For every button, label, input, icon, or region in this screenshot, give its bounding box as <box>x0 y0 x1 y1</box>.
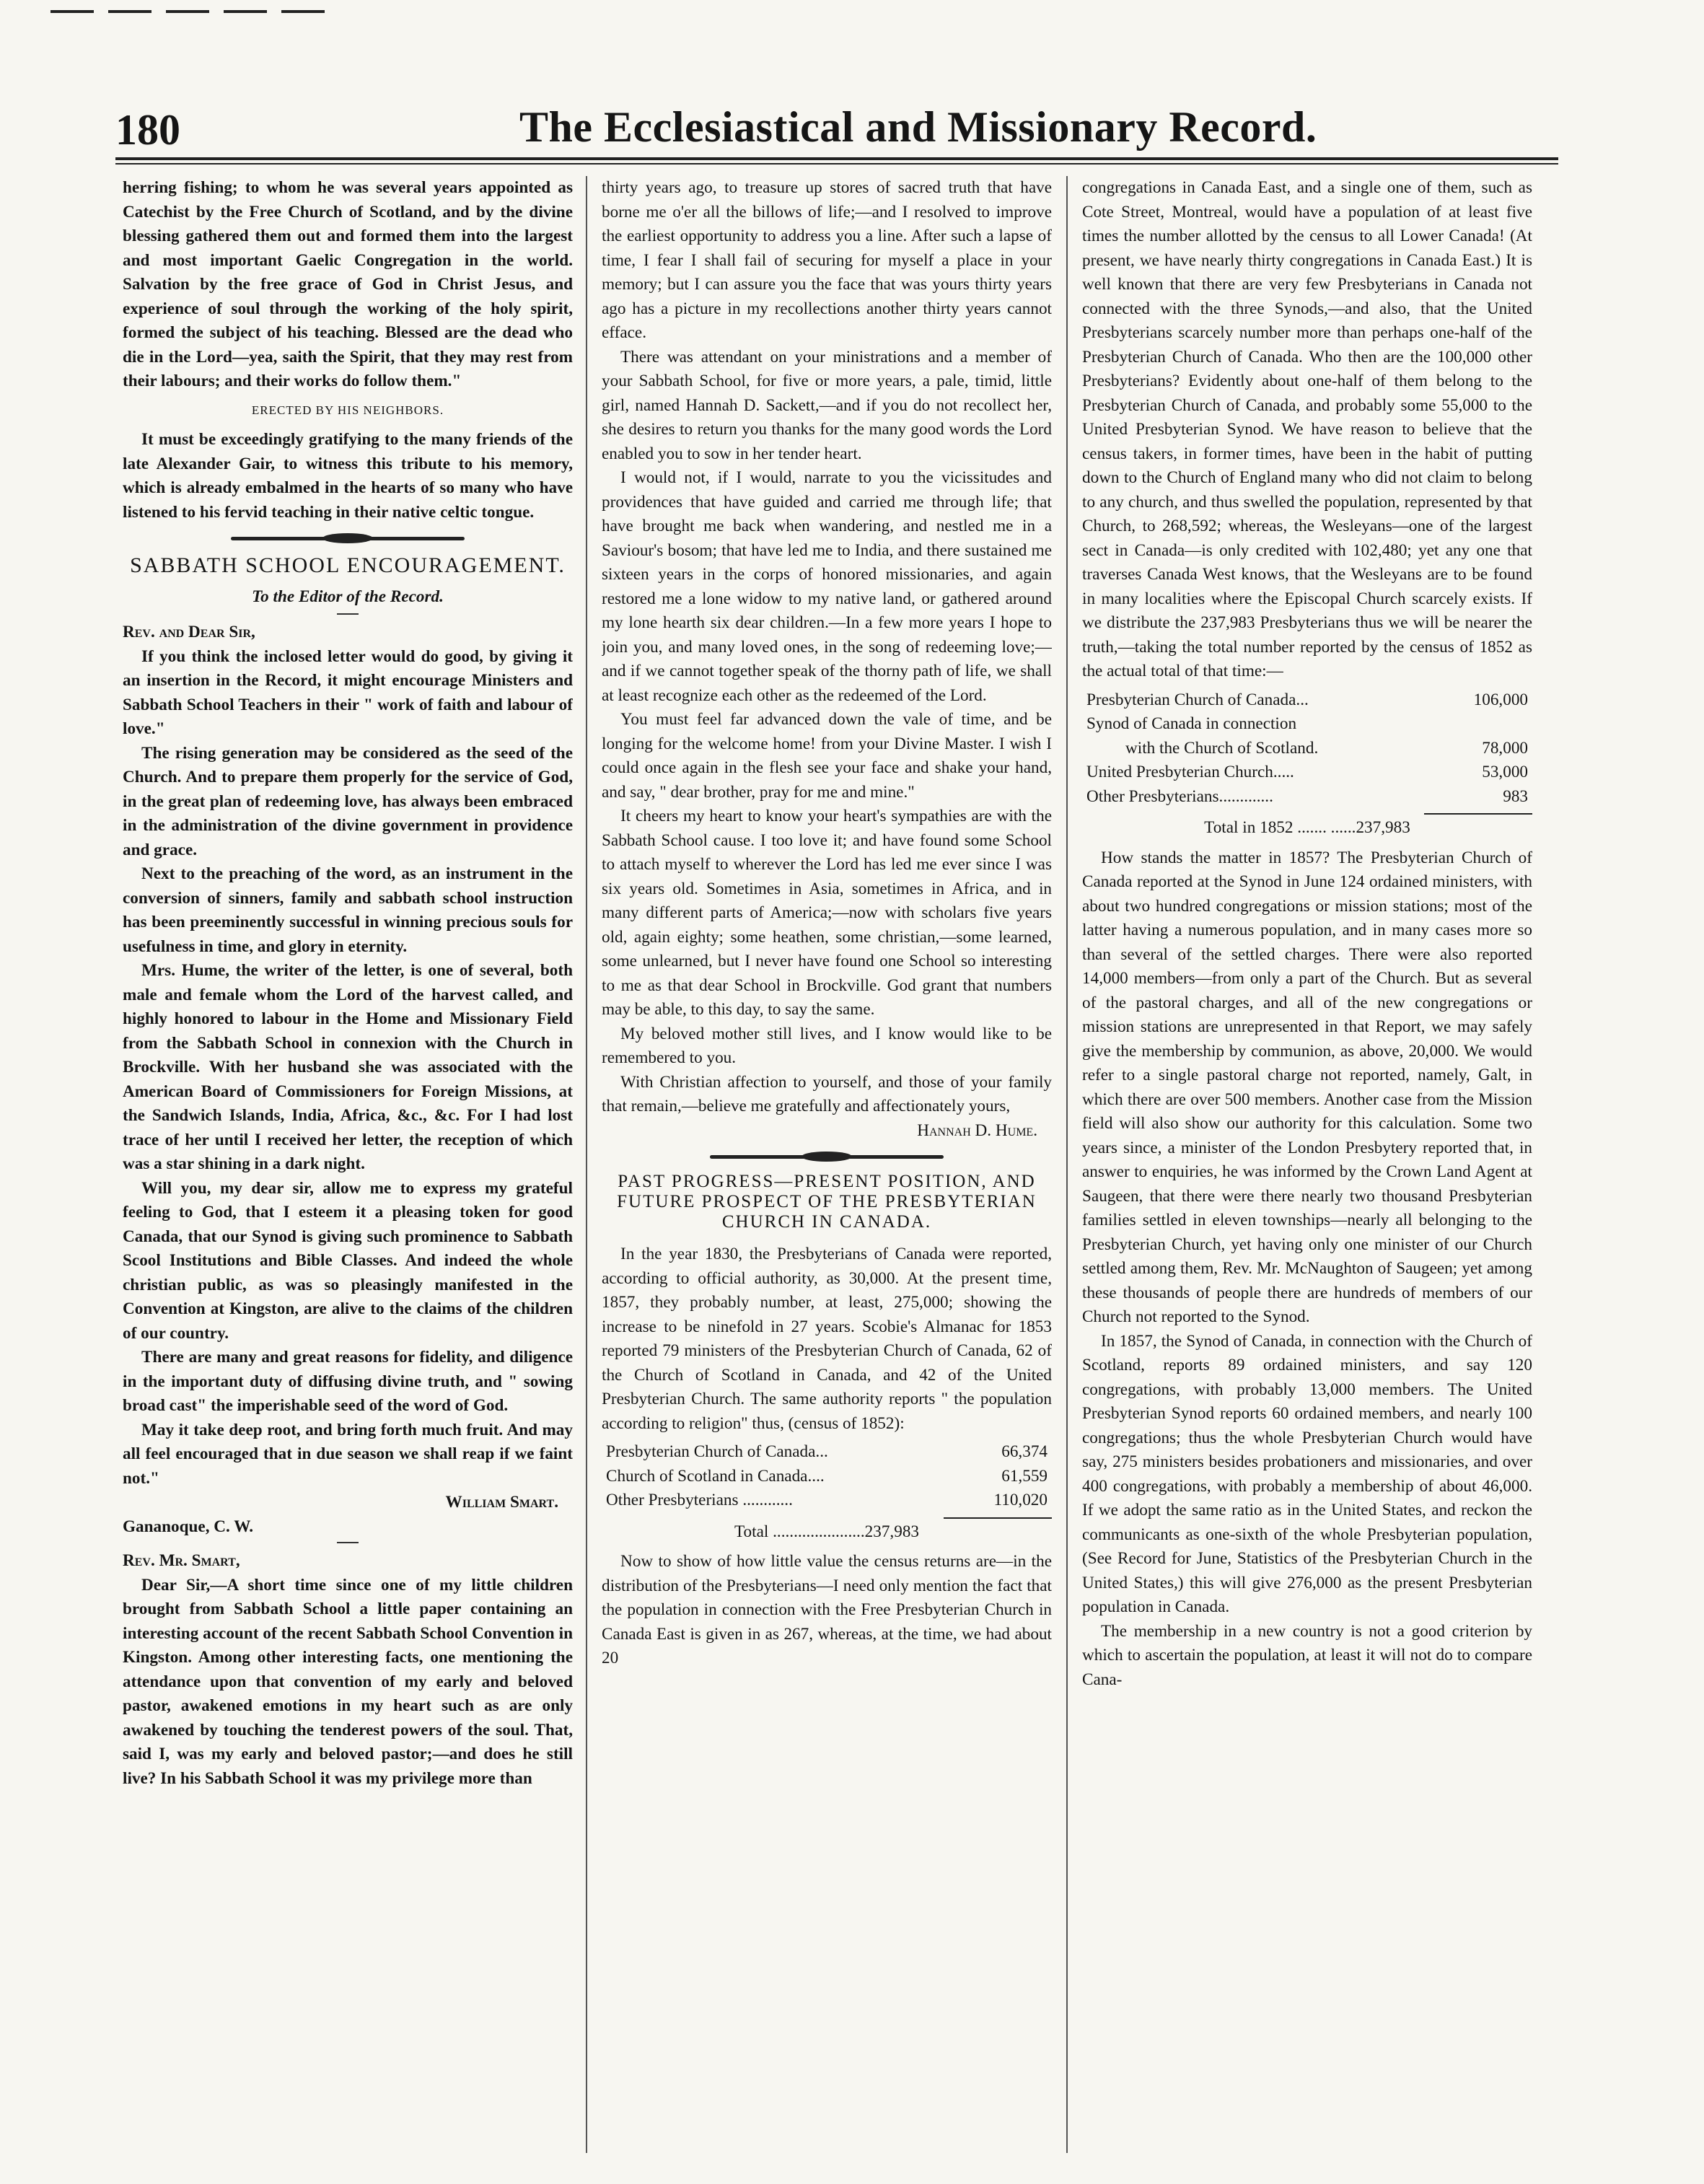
paragraph: herring fishing; to whom he was several years appointed as Catechist by the Free Church of Scotland, and by the divine blessing gathered them out and formed them into the largest and most important Gaelic Congregation in the world. Salvation by the free grace of God in Christ Jesus, and experience of soul through the working of the holy spirit, formed the subject of his teaching. Blessed are the dead who die in the Lord—yea, saith the Spirit, that they may rest from their labours; and their works do follow them." <box>123 178 573 390</box>
column-2 <box>602 176 1052 2175</box>
running-title: The Ecclesiastical and Missionary Record. <box>519 103 1317 151</box>
paragraph: There was attendant on your ministrations and a member of your Sabbath School, for five or more years, a pale, timid, little girl, named Hannah D. Sackett,—and if you do not recollect her, she desires to return you thanks for the many good words the Lord enabled you to sow in her tender heart. <box>602 347 1052 463</box>
page-number: 180 <box>115 106 180 154</box>
table-row: Presbyterian Church of Canada... 66,374 <box>606 1442 1048 1461</box>
header-rule <box>115 157 1558 160</box>
section-title-past-progress: PAST PROGRESS—PRESENT POSITION, AND FUTURE PROSPECT OF THE PRESBYTERIAN CHURCH IN CANADA. <box>617 1172 1037 1232</box>
paragraph: How stands the matter in 1857? The Presbyterian Church of Canada reported at the Synod in June 124 ordained ministers, with about two hundred congregations or mission stations; most of the latter having a numerous population, and in many cases more so than several of the settled charges. There were also reported 14,000 members—from only a part of the Church. But as several of the pastoral charges, and all of the new congregations or mission stations are unrepresented in that Report, we may safely give the membership by communion, as above, 20,000. We would refer to a single pastoral charge not reported, namely, Galt, in which there are over 500 members. Another case from the Mission field will also show our authority for this calculation. Some two years since, a minister of the London Presbytery reported that, in answer to enquiries, he was informed by the Crown Land Agent at Saugeen, that there were there nearly two thousand Presbyterian families settled in eleven townships—nearly all belonging to the Presbyterian Church, yet having only one minister of our Church settled among them, Rev. Mr. McNaughton of Saugeen; yet among these thousands of people there are hundreds of members of our Church not reported to the Synod. <box>1082 848 1532 1326</box>
salutation: Rev. Mr. Smart, <box>123 1551 240 1570</box>
table-row: Other Presbyterians ............ 110,020 <box>606 1491 1048 1509</box>
signature: Hannah D. Hume. <box>917 1120 1037 1140</box>
paragraph: It cheers my heart to know your heart's sympathies are with the Sabbath School cause. I too love it; and have found some School to attach myself to wherever the Lord has led me ever since I was six years old. Sometimes in Asia, sometimes in Africa, and in many different parts of America;—now with scholars five years old, again eighty; some heathen, some christian,—some learned, some unlearned, but I never have found one School so interesting to me as that dear School in Brockville. God grant that numbers may be able, to this day, to say the same. <box>602 807 1052 1019</box>
table-row: Synod of Canada in connection <box>1086 714 1297 733</box>
paragraph: Dear Sir,—A short time since one of my little children brought from Sabbath School a little paper containing an interesting account of the recent Sabbath School Convention in Kingston. Among other interesting facts, one mentioning the attendance upon that convention of my early and beloved pastor, awakened emotions in my heart such as are only awakened by touching the tenderest powers of the soul. That, said I, was my early and beloved pastor;—and does he still live? In his Sabbath School it was my privilege more than <box>123 1575 573 1788</box>
paragraph: In 1857, the Synod of Canada, in connection with the Church of Scotland, reports 89 ordained ministers, and say 120 congregations, with probably 13,000 members. The United Presbyterian Synod reports 60 ordained members, and nearly 100 congregations; thus the whole Presbyterian Church would have say, 275 ministers besides probationers and missionaries, and over 400 congregations, with probably a membership of about 46,000. If we adopt the same ratio as in the United States, and reckon the communicants as one-sixth of the whole Presbyterian population, (See Record for June, Statistics of the Presbyterian Church in the United States,) this will give 276,000 as the present Presbyterian population in Canada. <box>1082 1331 1532 1616</box>
paragraph: Will you, my dear sir, allow me to express my grateful feeling to God, that I esteem it a pleasing token for good Canada, that our Synod is giving such prominence to Sabbath Scool Institutions and Bible Classes. And indeed the whole christian public, as was so pleasingly manifested in the Convention at Kingston, are alive to the claims of the children of our country. <box>123 1178 573 1343</box>
paragraph: With Christian affection to yourself, and those of your family that remain,—believe me gratefully and affectionately yours, <box>602 1072 1052 1115</box>
table-row: Church of Scotland in Canada.... 61,559 <box>606 1466 1048 1486</box>
section-divider-ornament <box>123 530 573 546</box>
paragraph: thirty years ago, to treasure up stores of sacred truth that have borne me o'er all the billows of life;—and I resolved to improve the earliest opportunity to address you a line. After such a lapse of time, I fear I shall fail of securing for myself a place in your memory; but I can assure you the face that was yours thirty years ago has a picture in my recollections another thirty years cannot efface. <box>602 178 1052 342</box>
top-scan-rule <box>50 10 332 13</box>
table-row: with the Church of Scotland. 78,000 <box>1125 738 1528 758</box>
salutation: Rev. and Dear Sir, <box>123 623 255 641</box>
signature: William Smart. <box>445 1493 558 1512</box>
section-divider-ornament <box>602 1149 1052 1165</box>
erected-by-line: ERECTED BY HIS NEIGHBORS. <box>251 403 444 417</box>
table-total: Total in 1852 ....... ......237,983 <box>1204 818 1410 837</box>
short-rule <box>337 613 359 615</box>
paragraph: congregations in Canada East, and a single one of them, such as Cote Street, Montreal, would have a population of at least five times the number allotted by the census to all Lower Canada! (At present, we have nearly thirty congregations in Canada East.) It is well known that there are very few Presbyterians in Canada not connected with the three Synods,—and also, that the United Presbyterians scarcely number more than perhaps one-half of the Presbyterian Church of Canada. Who then are the 100,000 other Presbyterians? Evidently about one-half of them belong to the Presbyterian Church of Canada, and probably some 55,000 to the United Presbyterian Synod. We have reason to believe that the census takers, in former times, have been in the habit of putting down to the Church of England many who did not claim to belong to any church, and thus swelled the population, represented by that Church, to 268,592; whereas, the Wesleyans—one of the largest sect in Canada—is only credited with 102,480; yet any one that traverses Canada West knows, that the Wesleyans are to be found in many localities where the Episcopal Church scarcely exists. If we distribute the 237,983 Presbyterians thus we will be nearer the truth,—taking the total number reported by the census of 1852 as the actual total of that time:— <box>1082 178 1532 680</box>
paragraph: There are many and great reasons for fidelity, and diligence in the important duty of diffusing divine truth, and " sowing broad cast" the imperishable seed of the word of God. <box>123 1348 573 1415</box>
paragraph: You must feel far advanced down the vale of time, and be longing for the welcome home! from your Divine Master. I wish I could once again in the flesh see your face and shake your hand, and say, " dear brother, pray for me and mine." <box>602 710 1052 802</box>
table-row: Presbyterian Church of Canada... 106,000 <box>1086 690 1528 709</box>
page-header <box>115 100 1558 165</box>
table-row: United Presbyterian Church..... 53,000 <box>1086 763 1528 781</box>
paragraph: Mrs. Hume, the writer of the letter, is one of several, both male and female whom the Lord of the harvest called, and highly honored to labour in the Home and Missionary Field from the Sabbath School in connexion with the Church in Brockville. With her husband she was associated with the American Board of Commissioners for Foreign Missions, at the Sandwich Islands, India, Africa, &c., &c. For I had lost trace of her until I received her letter, the reception of which was a star shining in a dark night. <box>123 961 573 1173</box>
table-total: Total ......................237,983 <box>734 1522 919 1541</box>
paragraph: I would not, if I would, narrate to you the vicissitudes and providences that have guided and carried me through life; that have brought me back when wandering, and nestled me in a Saviour's bosom; that have led me to India, and there sustained me sixteen years in the corps of honored missionaries, and again restored me a lone widow to my native land, or gathered around my lone hearth six dear children.—In a few more years I hope to join you, and many loved ones, in the song of redeeming love;—and if we cannot together speak of the thorny path of life, we shall at least recognize each other as the redeemed of the Lord. <box>602 468 1052 705</box>
paragraph: Next to the preaching of the word, as an instrument in the conversion of sinners, family and sabbath school instruction has been preeminently successful in winning precious souls for usefulness in time, and glory in eternity. <box>123 864 573 956</box>
paragraph: The membership in a new country is not a good criterion by which to ascertain the population, at least it will not do to compare Cana- <box>1082 1621 1532 1689</box>
census-table <box>602 1440 1052 1513</box>
column-divider <box>1066 176 1068 2153</box>
paragraph: Now to show of how little value the census returns are—in the distribution of the Presbyterians—I need only mention the fact that the population in connection with the Free Presbyterian Church in Canada East is given in as 267, whereas, at the time, we had about 20 <box>602 1552 1052 1667</box>
column-1 <box>123 176 573 2175</box>
place-line: Gananoque, C. W. <box>123 1517 254 1536</box>
header-rule-double <box>115 163 1558 165</box>
column-3 <box>1082 176 1532 2175</box>
paragraph: The rising generation may be considered as the seed of the Church. And to prepare them properly for the service of God, in the great plan of redeeming love, has always been embraced in the administration of the divine government in providence and grace. <box>123 743 573 859</box>
total-rule <box>944 1517 1052 1519</box>
section-title-sabbath-school: SABBATH SCHOOL ENCOURAGEMENT. <box>130 553 566 577</box>
paragraph: If you think the inclosed letter would do good, by giving it an insertion in the Record, it might encourage Ministers and Sabbath School Teachers in their " work of faith and labour of love." <box>123 646 573 738</box>
table-row: Other Presbyterians............. 983 <box>1086 786 1528 806</box>
paragraph: It must be exceedingly gratifying to the many friends of the late Alexander Gair, to witness this tribute to his memory, which is already embalmed in the hearts of so many who have listened to his fervid teaching in their native celtic tongue. <box>123 430 573 522</box>
to-the-editor-line: To the Editor of the Record. <box>252 587 444 606</box>
distribution-table <box>1082 688 1532 810</box>
short-rule <box>337 1542 359 1543</box>
paragraph: May it take deep root, and bring forth much fruit. And may all feel encouraged that in due season we shall reap if we faint not." <box>123 1420 573 1488</box>
total-rule <box>1424 813 1532 815</box>
column-divider <box>586 176 587 2153</box>
paragraph: My beloved mother still lives, and I know would like to be remembered to you. <box>602 1024 1052 1067</box>
paragraph: In the year 1830, the Presbyterians of Canada were reported, according to official authority, as 30,000. At the present time, 1857, they probably number, at least, 275,000; showing the increase to be ninefold in 27 years. Scobie's Almanac for 1853 reported 79 ministers of the Presbyterian Church of Canada, 62 of the Church of Scotland in Canada, and 42 of the United Presbyterian Church. The same authority reports " the population according to religion" thus, (census of 1852): <box>602 1245 1052 1433</box>
